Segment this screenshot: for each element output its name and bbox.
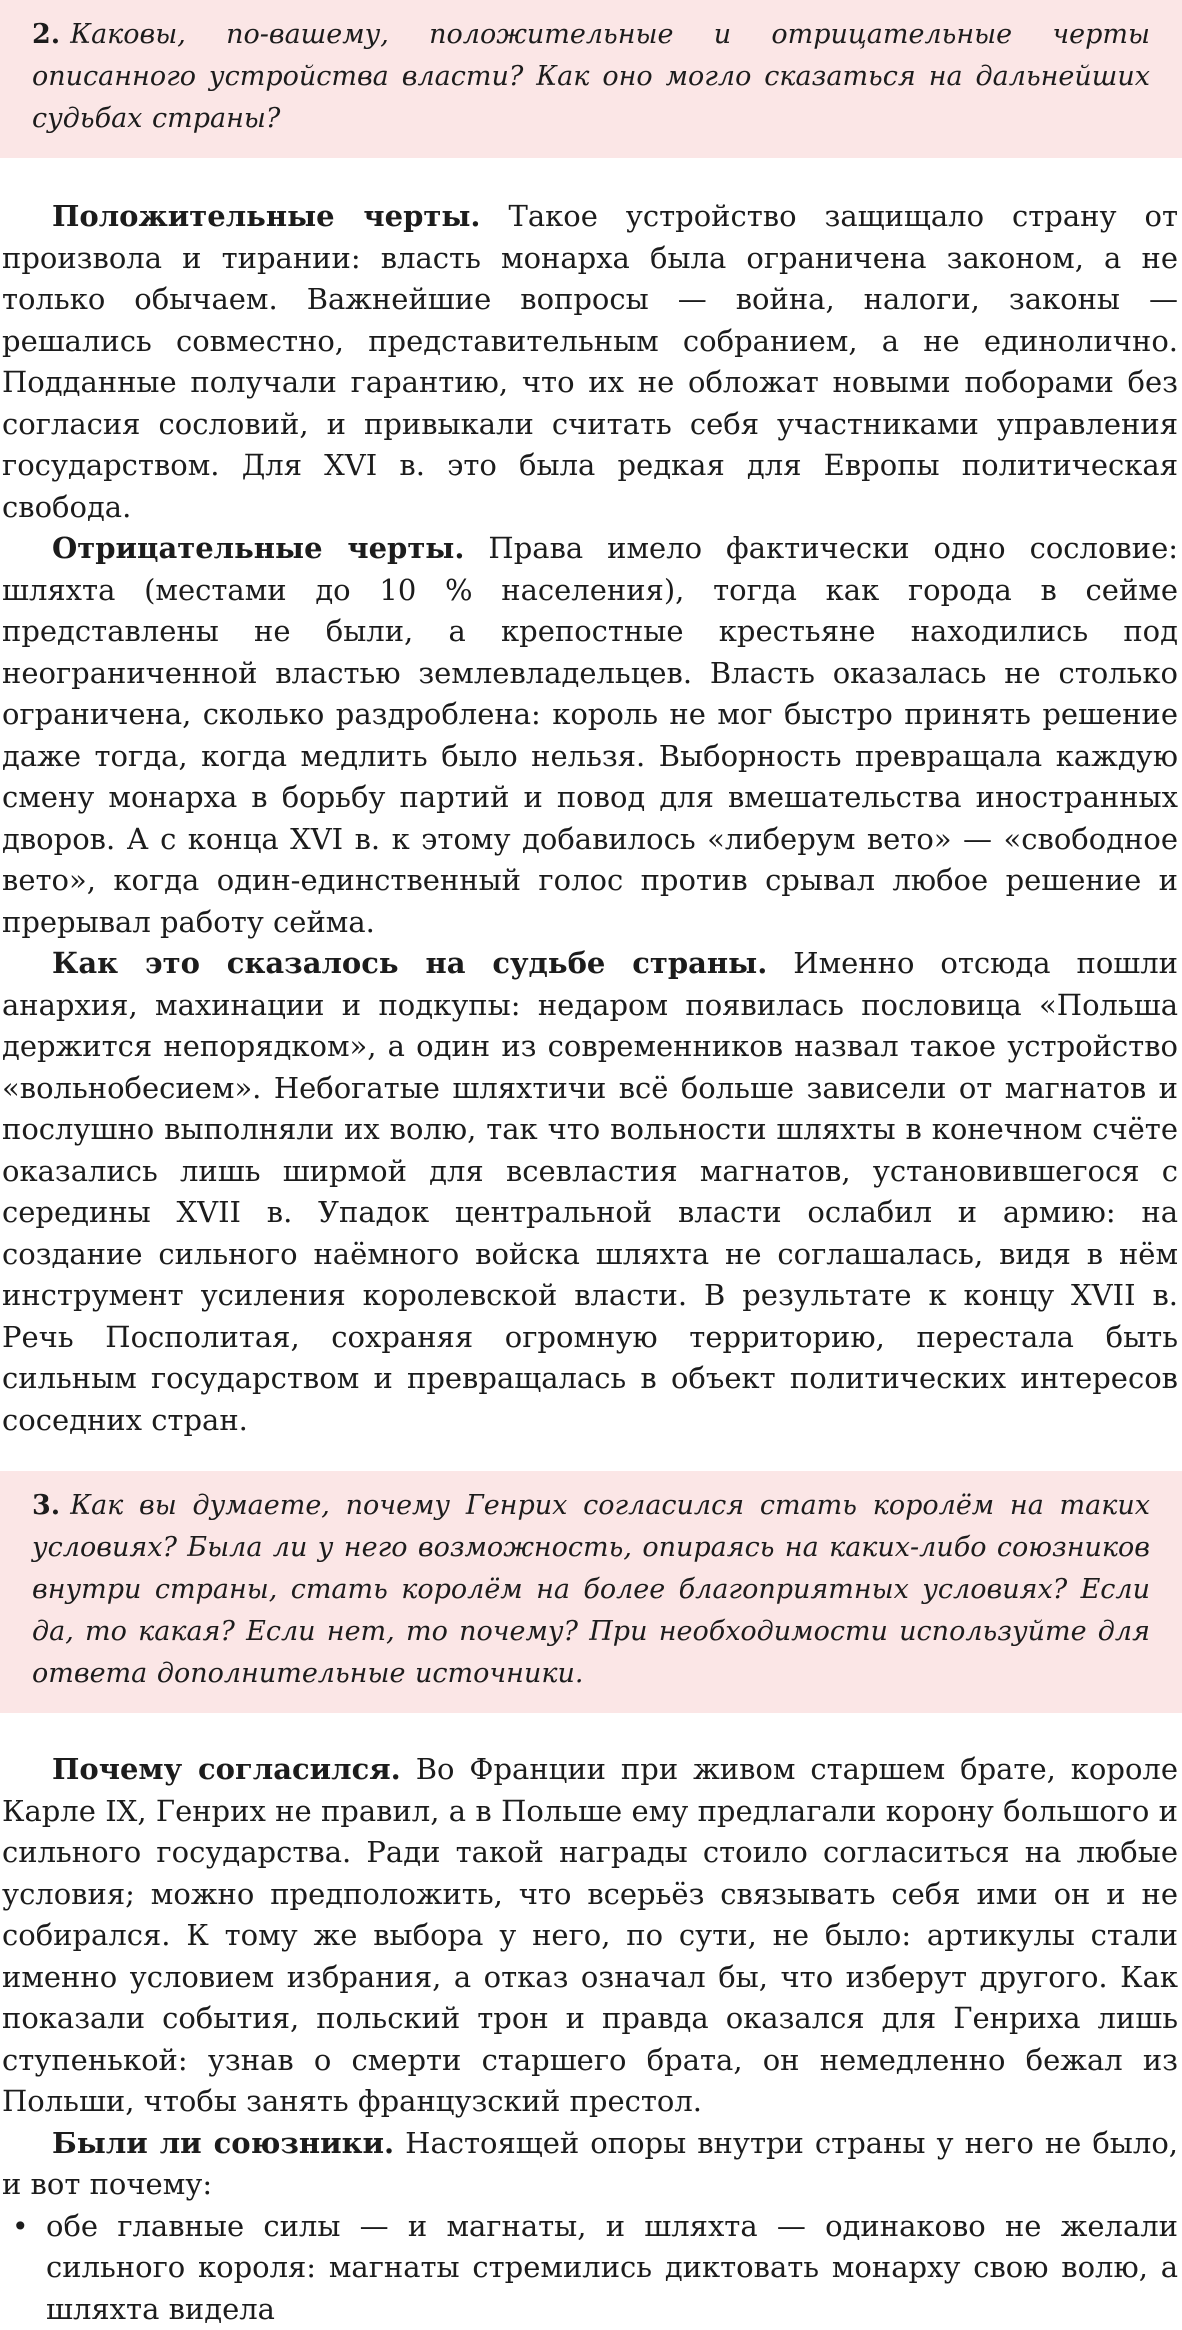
question-2-box [0, 0, 1182, 158]
question-2 [32, 14, 1150, 140]
answer-paragraph [0, 943, 1182, 1441]
paragraph-heading: Почему согласился. [52, 1752, 401, 1786]
paragraph-heading: Отрицательные черты. [52, 531, 464, 565]
answer-paragraph [0, 196, 1182, 528]
paragraph-heading: Были ли союзники. [52, 2126, 394, 2160]
list-item: • обе главные силы — и магнаты, и шляхта — одинаково не желали сильного короля: магнаты стремились диктовать монарху свою волю, а шляхта видела [46, 2206, 1178, 2330]
paragraph-text: Права имело фактически одно сословие: шляхта (местами до 10 % населения), тогда как города в сейме представлены не были, а крепостные крестьяне находились под неограниченной властью землевладельцев. Власть оказалась не столько ограничена, сколько раздроблена: король не мог быстро принять решение даже тогда, когда медлить было нельзя. Выборность превращала каждую смену монарха в борьбу партий и повод для вмешательства иностранных дворов. А с конца XVI в. к этому добавилось «либерум вето» — «свободное вето», когда один-единственный голос против срывал любое решение и прерывал работу сейма. [2, 531, 1178, 939]
question-text: Каковы, по-вашему, положительные и отрицательные черты описанного устройства власти? Как оно могло сказаться на дальнейших судьбах страны? [32, 19, 1150, 134]
answer-2 [0, 196, 1182, 1441]
answer-paragraph [0, 1749, 1182, 2123]
paragraph-text: Именно отсюда пошли анархия, махинации и подкупы: недаром появилась пословица «Польша держится непорядком», а один из современников назвал такое устройство «вольнобесием». Небогатые шляхтичи всё больше зависели от магнатов и послушно выполняли их волю, так что вольности шляхты в конечном счёте оказались лишь ширмой для всевластия магнатов, установившегося с середины XVII в. Упадок центральной власти ослабил и армию: на создание сильного наёмного войска шляхта не соглашалась, видя в нём инструмент усиления королевской власти. В результате к концу XVII в. Речь Посполитая, сохраняя огромную территорию, перестала быть сильным государством и превращалась в объект политических интересов соседних стран. [2, 946, 1178, 1437]
question-text: Как вы думаете, почему Генрих согласился стать королём на таких условиях? Была ли у него возможность, опираясь на каких-либо союзников внутри страны, стать королём на более благоприятных условиях? Если да, то какая? Если нет, то почему? При необходимости используйте для ответа дополнительные источники. [32, 1490, 1150, 1689]
answer-paragraph [0, 528, 1182, 943]
answer-3 [0, 1749, 1182, 2330]
question-3-box [0, 1471, 1182, 1713]
answer-paragraph [0, 2123, 1182, 2206]
question-number: 2. [32, 19, 60, 50]
paragraph-text: Такое устройство защищало страну от произвола и тирании: власть монарха была ограничена законом, а не только обычаем. Важнейшие вопросы — война, налоги, законы — решались совместно, представительным собранием, а не единолично. Подданные получали гарантию, что их не обложат новыми поборами без согласия сословий, и привыкали считать себя участниками управления государством. Для XVI в. это была редкая для Европы политическая свобода. [2, 199, 1178, 524]
paragraph-text: Настоящей опоры внутри страны у него не было, и вот почему: [2, 2126, 1178, 2202]
paragraph-text: Во Франции при живом старшем брате, короле Карле IX, Генрих не правил, а в Польше ему предлагали корону большого и сильного государства. Ради такой награды стоило согласиться на любые условия; можно предположить, что всерьёз связывать себя ими он и не собирался. К тому же выбора у него, по сути, не было: артикулы стали именно условием избрания, а отказ означал бы, что изберут другого. Как показали события, польский трон и правда оказался для Генриха лишь ступенькой: узнав о смерти старшего брата, он немедленно бежал из Польши, чтобы занять французский престол. [2, 1752, 1178, 2118]
answer-bullet-list [0, 2206, 1182, 2330]
question-3 [32, 1485, 1150, 1695]
question-number: 3. [32, 1490, 60, 1521]
paragraph-heading: Положительные черты. [52, 199, 481, 233]
paragraph-heading: Как это сказалось на судьбе страны. [52, 946, 767, 980]
